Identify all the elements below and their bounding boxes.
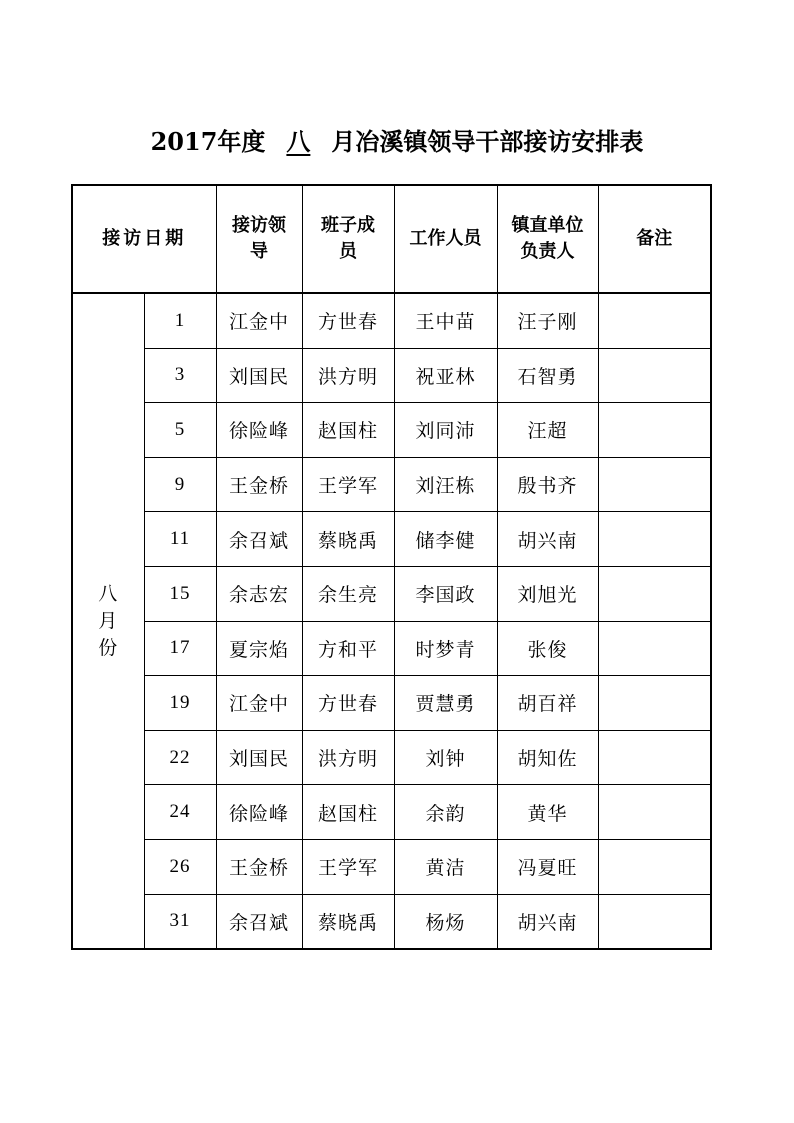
day-cell: 15 <box>144 566 216 621</box>
day-cell: 24 <box>144 785 216 840</box>
member-cell: 王学军 <box>302 457 394 512</box>
member-cell: 王学军 <box>302 839 394 894</box>
leader-cell: 江金中 <box>216 293 302 348</box>
staff-cell: 李国政 <box>394 566 497 621</box>
unit-head-cell: 胡百祥 <box>497 676 598 731</box>
remark-cell <box>598 839 711 894</box>
title-month: 八 <box>286 127 311 156</box>
table-row <box>72 621 711 676</box>
unit-head-cell: 冯夏旺 <box>497 839 598 894</box>
unit-head-cell: 胡兴南 <box>497 512 598 567</box>
day-cell: 22 <box>144 730 216 785</box>
leader-cell: 江金中 <box>216 676 302 731</box>
leader-cell: 余召斌 <box>216 512 302 567</box>
remark-cell <box>598 566 711 621</box>
staff-cell: 刘同沛 <box>394 403 497 458</box>
unit-head-cell: 石智勇 <box>497 348 598 403</box>
header-staff: 工作人员 <box>394 185 497 293</box>
unit-head-cell: 汪超 <box>497 403 598 458</box>
unit-head-cell: 黄华 <box>497 785 598 840</box>
leader-cell: 徐险峰 <box>216 785 302 840</box>
leader-cell: 余志宏 <box>216 566 302 621</box>
unit-head-cell: 殷书齐 <box>497 457 598 512</box>
unit-head-cell: 刘旭光 <box>497 566 598 621</box>
staff-cell: 贾慧勇 <box>394 676 497 731</box>
day-cell: 3 <box>144 348 216 403</box>
day-cell: 5 <box>144 403 216 458</box>
member-cell: 赵国柱 <box>302 403 394 458</box>
member-cell: 洪方明 <box>302 730 394 785</box>
month-label: 八月份 <box>98 582 119 659</box>
remark-cell <box>598 621 711 676</box>
table-row <box>72 730 711 785</box>
remark-cell <box>598 676 711 731</box>
unit-head-cell: 张俊 <box>497 621 598 676</box>
header-unit-head: 镇直单位负责人 <box>497 185 598 293</box>
page-title <box>0 124 794 160</box>
remark-cell <box>598 512 711 567</box>
staff-cell: 时梦青 <box>394 621 497 676</box>
leader-cell: 徐险峰 <box>216 403 302 458</box>
leader-cell: 刘国民 <box>216 730 302 785</box>
table-row <box>72 457 711 512</box>
table-row <box>72 348 711 403</box>
header-remark: 备注 <box>598 185 711 293</box>
day-cell: 31 <box>144 894 216 949</box>
day-cell: 17 <box>144 621 216 676</box>
table-row <box>72 566 711 621</box>
member-cell: 赵国柱 <box>302 785 394 840</box>
table-row <box>72 785 711 840</box>
unit-head-cell: 胡兴南 <box>497 894 598 949</box>
remark-cell <box>598 348 711 403</box>
staff-cell: 储李健 <box>394 512 497 567</box>
member-cell: 蔡晓禹 <box>302 894 394 949</box>
header-member: 班子成员 <box>302 185 394 293</box>
leader-cell: 王金桥 <box>216 839 302 894</box>
unit-head-cell: 胡知佐 <box>497 730 598 785</box>
staff-cell: 黄洁 <box>394 839 497 894</box>
staff-cell: 杨炀 <box>394 894 497 949</box>
table-row <box>72 839 711 894</box>
member-cell: 方和平 <box>302 621 394 676</box>
member-cell: 余生亮 <box>302 566 394 621</box>
remark-cell <box>598 403 711 458</box>
member-cell: 方世春 <box>302 293 394 348</box>
title-suffix: 月冶溪镇领导干部接访安排表 <box>331 127 644 156</box>
schedule-table <box>71 184 712 950</box>
staff-cell: 刘汪栋 <box>394 457 497 512</box>
header-date: 接访日期 <box>72 185 216 293</box>
day-cell: 11 <box>144 512 216 567</box>
day-cell: 19 <box>144 676 216 731</box>
remark-cell <box>598 730 711 785</box>
remark-cell <box>598 293 711 348</box>
leader-cell: 余召斌 <box>216 894 302 949</box>
title-prefix: 2017年度 <box>150 127 266 156</box>
leader-cell: 王金桥 <box>216 457 302 512</box>
table-row <box>72 894 711 949</box>
day-cell: 1 <box>144 293 216 348</box>
table-row <box>72 676 711 731</box>
staff-cell: 余韵 <box>394 785 497 840</box>
staff-cell: 祝亚林 <box>394 348 497 403</box>
remark-cell <box>598 785 711 840</box>
leader-cell: 夏宗焰 <box>216 621 302 676</box>
remark-cell <box>598 457 711 512</box>
month-label-cell <box>72 293 144 949</box>
day-cell: 9 <box>144 457 216 512</box>
staff-cell: 刘钟 <box>394 730 497 785</box>
member-cell: 蔡晓禹 <box>302 512 394 567</box>
unit-head-cell: 汪子刚 <box>497 293 598 348</box>
leader-cell: 刘国民 <box>216 348 302 403</box>
remark-cell <box>598 894 711 949</box>
day-cell: 26 <box>144 839 216 894</box>
table-row <box>72 293 711 348</box>
table-row <box>72 403 711 458</box>
table-row <box>72 512 711 567</box>
header-row <box>72 185 711 293</box>
member-cell: 洪方明 <box>302 348 394 403</box>
header-leader: 接访领导 <box>216 185 302 293</box>
staff-cell: 王中苗 <box>394 293 497 348</box>
member-cell: 方世春 <box>302 676 394 731</box>
